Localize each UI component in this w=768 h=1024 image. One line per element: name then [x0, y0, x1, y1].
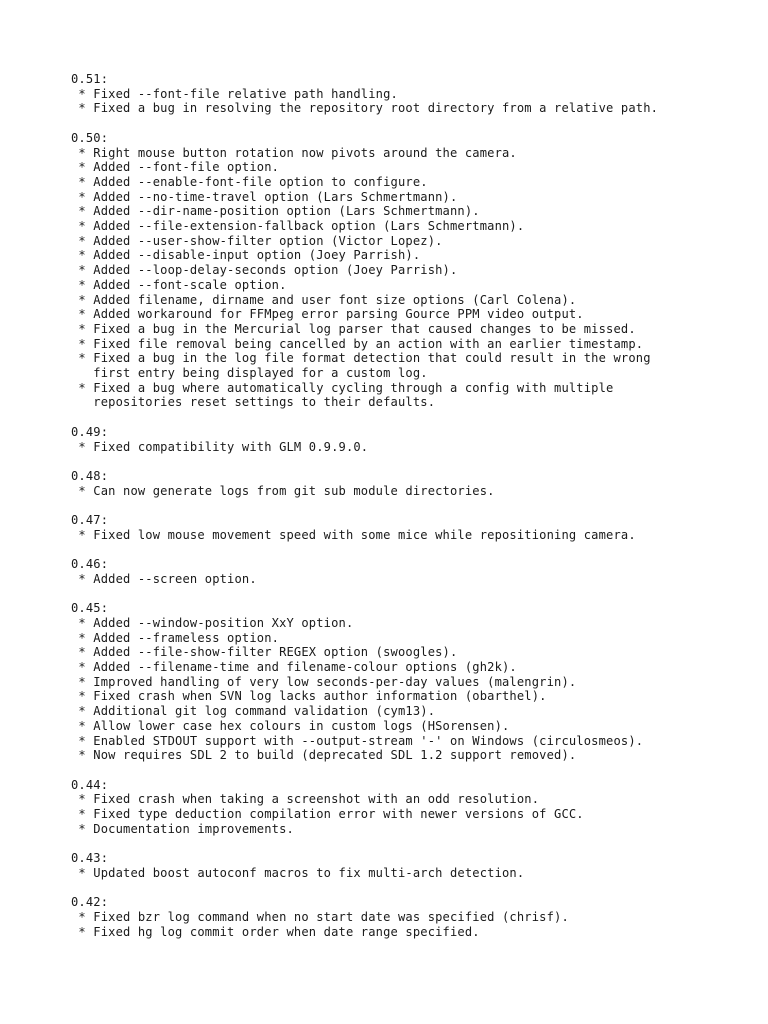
changelog-entry-line: * Fixed file removal being cancelled by an action with an earlier timestamp. [71, 336, 644, 351]
changelog-entry-line: * Documentation improvements. [71, 821, 294, 836]
changelog-entry-line: * Fixed hg log commit order when date range specified. [71, 924, 480, 939]
release-section [71, 557, 761, 586]
changelog-entry-line: * Added --font-file option. [71, 160, 280, 175]
changelog-entry-line: * Added --no-time-travel option (Lars Schmertmann). [71, 189, 458, 204]
changelog-entry-line: * Added --filename-time and filename-colour options (gh2k). [71, 660, 517, 675]
changelog-entry-line: * Added --font-scale option. [71, 277, 287, 292]
changelog-entry-line: * Added --user-show-filter option (Victor Lopez). [71, 233, 443, 248]
changelog-entry-line: * Enabled STDOUT support with --output-stream '-' on Windows (circulosmeos). [71, 733, 644, 748]
release-section [71, 72, 761, 116]
release-version-heading: 0.48: [71, 468, 109, 483]
release-section [71, 513, 761, 542]
changelog-entry-line: * Additional git log command validation (cym13). [71, 704, 436, 719]
release-section [71, 469, 761, 498]
changelog-entry-line: * Improved handling of very low seconds-per-day values (malengrin). [71, 674, 577, 689]
changelog-entry-line: * Right mouse button rotation now pivots around the camera. [71, 145, 517, 160]
changelog-entry-line: * Can now generate logs from git sub module directories. [71, 483, 495, 498]
release-version-heading: 0.45: [71, 601, 109, 616]
release-version-heading: 0.42: [71, 895, 109, 910]
changelog-entry-line: * Added --window-position XxY option. [71, 615, 354, 630]
changelog-entry-line: * Fixed type deduction compilation error with newer versions of GCC. [71, 807, 584, 822]
release-version-heading: 0.43: [71, 851, 109, 866]
changelog-entry-line: * Added --disable-input option (Joey Parrish). [71, 248, 421, 263]
changelog-entry-line: * Fixed crash when taking a screenshot with an odd resolution. [71, 792, 540, 807]
release-version-heading: 0.44: [71, 777, 109, 792]
changelog-entry-line: * Added workaround for FFMpeg error parsing Gource PPM video output. [71, 307, 584, 322]
release-section [71, 895, 761, 939]
changelog-entry-line: * Fixed low mouse movement speed with some mice while repositioning camera. [71, 527, 636, 542]
release-version-heading: 0.47: [71, 513, 109, 528]
changelog-entry-line: * Added --file-extension-fallback option (Lars Schmertmann). [71, 219, 525, 234]
changelog-entry-line: * Fixed a bug in the log file format detection that could result in the wrong [71, 351, 651, 366]
changelog-entry-line: * Added --enable-font-file option to configure. [71, 174, 428, 189]
changelog-entry-line: * Added --dir-name-position option (Lars Schmertmann). [71, 204, 480, 219]
release-section [71, 601, 761, 763]
release-version-heading: 0.51: [71, 72, 109, 86]
changelog-entry-line: * Updated boost autoconf macros to fix multi-arch detection. [71, 865, 525, 880]
changelog-entry-line: * Added --frameless option. [71, 630, 280, 645]
changelog-document [71, 72, 761, 954]
changelog-entry-line: * Fixed --font-file relative path handling. [71, 86, 398, 101]
changelog-entry-line: * Fixed a bug in resolving the repository root directory from a relative path. [71, 101, 659, 116]
release-version-heading: 0.46: [71, 557, 109, 572]
release-section [71, 131, 761, 410]
changelog-entry-line: first entry being displayed for a custom log. [71, 366, 428, 381]
changelog-entry-line: * Allow lower case hex colours in custom logs (HSorensen). [71, 718, 510, 733]
changelog-entry-line: * Fixed bzr log command when no start date was specified (chrisf). [71, 909, 569, 924]
release-version-heading: 0.49: [71, 424, 109, 439]
changelog-entry-line: * Fixed a bug in the Mercurial log parser that caused changes to be missed. [71, 321, 636, 336]
release-version-heading: 0.50: [71, 130, 109, 145]
changelog-entry-line: * Added filename, dirname and user font size options (Carl Colena). [71, 292, 577, 307]
changelog-entry-line: * Fixed a bug where automatically cycling through a config with multiple [71, 380, 614, 395]
changelog-entry-line: repositories reset settings to their defaults. [71, 395, 436, 410]
changelog-entry-line: * Added --screen option. [71, 571, 257, 586]
release-section [71, 851, 761, 880]
changelog-entry-line: * Fixed compatibility with GLM 0.9.9.0. [71, 439, 369, 454]
changelog-entry-line: * Fixed crash when SVN log lacks author information (obarthel). [71, 689, 547, 704]
changelog-entry-line: * Added --loop-delay-seconds option (Joey Parrish). [71, 263, 458, 278]
changelog-entry-line: * Now requires SDL 2 to build (deprecated SDL 1.2 support removed). [71, 748, 577, 763]
release-section [71, 425, 761, 454]
changelog-entry-line: * Added --file-show-filter REGEX option (swoogles). [71, 645, 458, 660]
release-section [71, 778, 761, 837]
